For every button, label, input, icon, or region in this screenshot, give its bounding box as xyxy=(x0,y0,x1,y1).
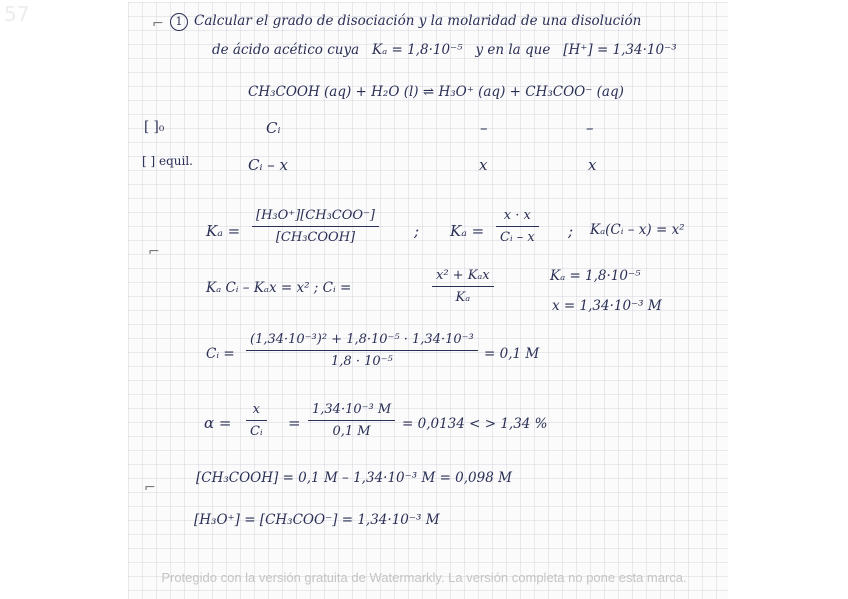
ka-fraction-1 xyxy=(252,208,379,245)
solve-left: Kₐ Cᵢ – Kₐx = x² ; Cᵢ = xyxy=(206,280,352,296)
fraction-bar xyxy=(246,420,267,421)
problem-h-conc: [H⁺] = 1,34·10⁻³ xyxy=(563,42,677,58)
ka-fraction-2 xyxy=(496,208,539,245)
ion-concentrations: [H₃O⁺] = [CH₃COO⁻] = 1,34·10⁻³ M xyxy=(194,512,440,528)
ka-fraction-1-num: [H₃O⁺][CH₃COO⁻] xyxy=(256,208,375,223)
solve-fraction-num: x² + Kₐx xyxy=(436,268,490,283)
alpha-fraction-2-den: 0,1 M xyxy=(332,424,371,440)
solve-fraction xyxy=(432,268,494,305)
alpha-fraction-1 xyxy=(246,402,267,439)
ci-fraction xyxy=(246,332,478,369)
ka-fraction-2-num: x · x xyxy=(503,208,531,223)
margin-mark-2: ⌐ xyxy=(148,244,160,260)
problem-number: 1 xyxy=(170,13,188,31)
ci-fraction-num: (1,34·10⁻³)² + 1,8·10⁻⁵ · 1,34·10⁻³ xyxy=(250,332,474,347)
alpha-fraction-1-den: Cᵢ xyxy=(250,424,263,440)
problem-text-1: Calcular el grado de disociación y la molaridad de una disolución xyxy=(194,13,642,29)
ka-label-1: Kₐ = xyxy=(206,222,241,240)
fraction-bar xyxy=(252,226,379,227)
table-row2-acetate: x xyxy=(588,156,597,174)
watermark-text: Protegido con la versión gratuita de Watermarkly. La versión completa no pone esta marca. xyxy=(161,570,687,585)
fraction-bar xyxy=(432,286,494,287)
table-row1-label: [ ]₀ xyxy=(144,119,165,135)
table-row1-acetate: – xyxy=(586,119,594,137)
alpha-fraction-2 xyxy=(308,402,395,439)
given-ka: Kₐ = 1,8·10⁻⁵ xyxy=(550,268,641,284)
margin-check-mark: ⌐ xyxy=(152,16,164,32)
ka-sep-1: ; xyxy=(414,222,420,240)
problem-line-1 xyxy=(170,13,641,31)
ci-fraction-den: 1,8 · 10⁻⁵ xyxy=(331,354,393,370)
problem-line-2 xyxy=(212,42,677,58)
margin-mark-3: ⌐ xyxy=(144,480,156,496)
table-row2-ci: Cᵢ – x xyxy=(248,156,288,174)
alpha-fraction-1-num: x xyxy=(252,402,260,417)
ka-expanded: Kₐ(Cᵢ – x) = x² xyxy=(590,222,685,238)
fraction-bar xyxy=(246,350,478,351)
reaction-equation: CH₃COOH (aq) + H₂O (l) ⇌ H₃O⁺ (aq) + CH₃COO⁻ (aq) xyxy=(248,84,624,100)
table-row1-h3o: – xyxy=(480,119,488,137)
ka-sep-2: ; xyxy=(568,222,574,240)
acetic-acid-concentration: [CH₃COOH] = 0,1 M – 1,34·10⁻³ M = 0,098 M xyxy=(196,470,512,486)
table-row2-label: [ ] equil. xyxy=(142,154,193,168)
ka-fraction-1-den: [CH₃COOH] xyxy=(275,230,356,246)
ci-label: Cᵢ = xyxy=(206,346,235,362)
fraction-bar xyxy=(308,420,395,421)
given-x: x = 1,34·10⁻³ M xyxy=(552,298,662,314)
problem-ka: Kₐ = 1,8·10⁻⁵ xyxy=(372,42,463,58)
corner-number: 57 xyxy=(4,2,30,26)
alpha-fraction-2-num: 1,34·10⁻³ M xyxy=(312,402,392,417)
fraction-bar xyxy=(496,226,539,227)
problem-text-2a: de ácido acético cuya xyxy=(212,42,360,58)
table-row1-ci: Cᵢ xyxy=(266,119,281,137)
ci-result: = 0,1 M xyxy=(484,346,540,362)
alpha-label: α = xyxy=(204,414,232,432)
ka-label-2: Kₐ = xyxy=(450,222,485,240)
ka-fraction-2-den: Cᵢ – x xyxy=(500,230,535,246)
alpha-result: = 0,0134 < > 1,34 % xyxy=(402,416,548,432)
solve-fraction-den: Kₐ xyxy=(455,290,471,306)
alpha-eq: = xyxy=(288,414,301,432)
problem-text-2b: y en la que xyxy=(475,42,551,58)
table-row2-h3o: x xyxy=(479,156,488,174)
